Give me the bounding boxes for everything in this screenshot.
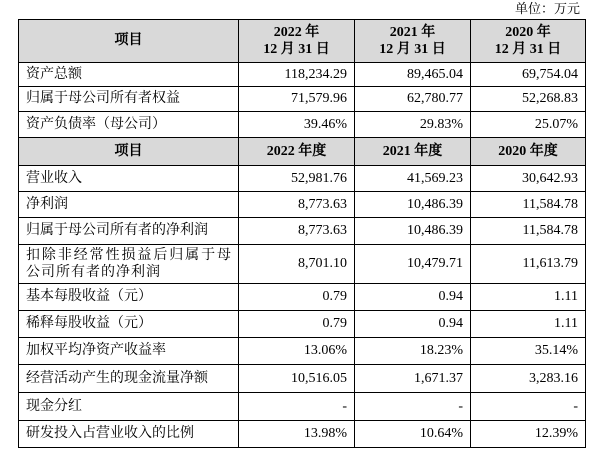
row-rd-ratio (19, 421, 586, 448)
row-label: 研发投入占营业收入的比例 (19, 421, 239, 448)
value-2020: 11,584.78 (471, 218, 586, 245)
unit-label: 单位：万元 (514, 1, 580, 16)
value-2020: 3,283.16 (471, 365, 586, 393)
row-adjusted-net-profit (19, 245, 586, 284)
row-weighted-roe (19, 338, 586, 365)
value-2020: 1.11 (471, 284, 586, 311)
period-header-2020: 2020 年度 (471, 138, 586, 166)
period-header-2021: 2021 年度 (355, 138, 471, 166)
row-label: 资产负债率（母公司） (19, 112, 239, 138)
value-2022: 10,516.05 (239, 365, 355, 393)
value-2021: 0.94 (355, 311, 471, 338)
period-header-2022: 2022 年度 (239, 138, 355, 166)
row-debt-ratio (19, 112, 586, 138)
value-2022: 0.79 (239, 284, 355, 311)
value-2022: 13.98% (239, 421, 355, 448)
row-label: 归属于母公司所有者的净利润 (19, 218, 239, 245)
row-label: 经营活动产生的现金流量净额 (19, 365, 239, 393)
row-label: 现金分红 (19, 393, 239, 421)
value-2021: 10,479.71 (355, 245, 471, 284)
value-2021: 10.64% (355, 421, 471, 448)
value-2022: 8,773.63 (239, 218, 355, 245)
row-label: 资产总额 (19, 63, 239, 87)
value-2021: 18.23% (355, 338, 471, 365)
value-2022: 118,234.29 (239, 63, 355, 87)
item-header: 项目 (19, 138, 239, 166)
period-date: 12 月 31 日 (494, 42, 562, 57)
period-year: 2022 年 (273, 25, 320, 40)
value-2021: 41,569.23 (355, 166, 471, 192)
row-net-profit (19, 192, 586, 218)
row-total-assets (19, 63, 586, 87)
row-label: 加权平均净资产收益率 (19, 338, 239, 365)
value-2022: 0.79 (239, 311, 355, 338)
value-2021: 10,486.39 (355, 192, 471, 218)
value-2020: 52,268.83 (471, 87, 586, 112)
value-2020: - (471, 393, 586, 421)
row-label: 净利润 (19, 192, 239, 218)
row-label: 营业收入 (19, 166, 239, 192)
value-2020: 11,613.79 (471, 245, 586, 284)
value-2022: 8,701.10 (239, 245, 355, 284)
value-2020: 35.14% (471, 338, 586, 365)
value-2022: - (239, 393, 355, 421)
value-2021: 62,780.77 (355, 87, 471, 112)
period-date: 12 月 31 日 (263, 42, 330, 57)
row-parent-equity (19, 87, 586, 112)
value-2022: 39.46% (239, 112, 355, 138)
value-2022: 13.06% (239, 338, 355, 365)
value-2021: 1,671.37 (355, 365, 471, 393)
row-parent-net-profit (19, 218, 586, 245)
value-2021: 10,486.39 (355, 218, 471, 245)
value-2021: 0.94 (355, 284, 471, 311)
value-2020: 30,642.93 (471, 166, 586, 192)
period-header-2020 (471, 20, 586, 63)
value-2021: 89,465.04 (355, 63, 471, 87)
row-revenue (19, 166, 586, 192)
row-diluted-eps (19, 311, 586, 338)
value-2020: 69,754.04 (471, 63, 586, 87)
row-basic-eps (19, 284, 586, 311)
value-2022: 52,981.76 (239, 166, 355, 192)
income-header-row (19, 138, 586, 166)
financial-summary-table (18, 19, 586, 448)
value-2020: 25.07% (471, 112, 586, 138)
row-operating-cash-flow (19, 365, 586, 393)
period-date: 12 月 31 日 (379, 42, 446, 57)
value-2021: - (355, 393, 471, 421)
period-year: 2020 年 (505, 25, 551, 40)
period-header-2022 (239, 20, 355, 63)
period-header-2021 (355, 20, 471, 63)
row-label: 稀释每股收益（元） (19, 311, 239, 338)
value-2021: 29.83% (355, 112, 471, 138)
item-header: 项目 (19, 20, 239, 63)
value-2020: 1.11 (471, 311, 586, 338)
row-cash-dividend (19, 393, 586, 421)
value-2022: 71,579.96 (239, 87, 355, 112)
period-year: 2021 年 (389, 25, 436, 40)
balance-header-row (19, 20, 586, 63)
row-label: 基本每股收益（元） (19, 284, 239, 311)
row-label: 扣除非经常性损益后归属于母公司所有者的净利润 (19, 245, 239, 284)
value-2022: 8,773.63 (239, 192, 355, 218)
value-2020: 11,584.78 (471, 192, 586, 218)
value-2020: 12.39% (471, 421, 586, 448)
row-label: 归属于母公司所有者权益 (19, 87, 239, 112)
